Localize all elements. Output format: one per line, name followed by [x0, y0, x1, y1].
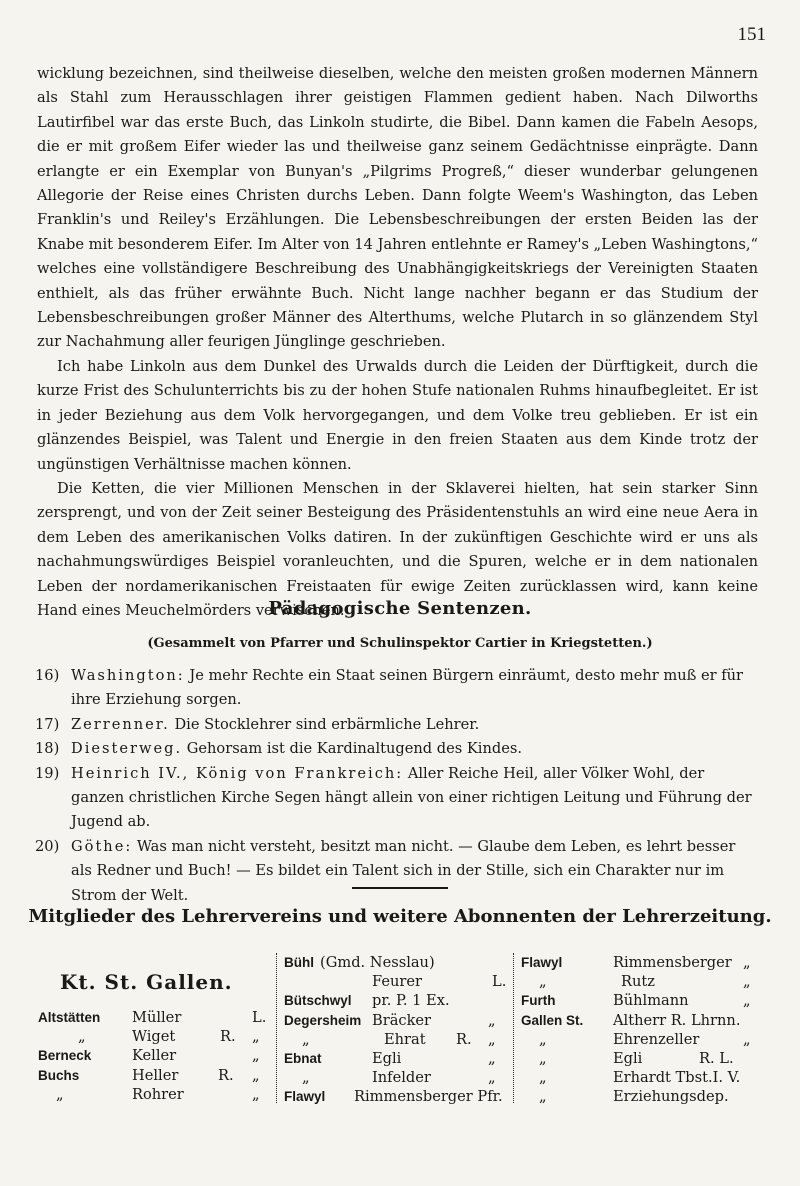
roster-name: Erhardt Tbst.I. V.	[613, 1069, 741, 1087]
roster-ditto: „	[252, 1085, 260, 1103]
roster-mark: L.	[252, 1009, 267, 1026]
roster-column	[38, 1008, 273, 1104]
roster-mark: R.	[218, 1066, 234, 1084]
roster-column	[521, 953, 766, 1107]
sentence-author: Diesterweg.	[71, 740, 183, 758]
roster-name: Bühlmann	[613, 992, 689, 1010]
roster-ditto: „	[488, 1030, 496, 1048]
roster-place: „	[302, 1069, 310, 1087]
roster-mark: L.	[492, 973, 507, 991]
roster-name: Egli	[613, 1049, 643, 1067]
roster-name: Wiget	[132, 1028, 176, 1046]
roster-place: Flawyl	[284, 1089, 326, 1105]
roster-column	[284, 953, 509, 1107]
sentence-number: 16)	[35, 667, 60, 684]
members-heading: Mitglieder des Lehrervereins und weitere Abonnenten der Lehrerzeitung.	[28, 906, 772, 927]
roster-ditto: „	[743, 992, 751, 1010]
roster-ditto: „	[252, 1028, 260, 1046]
roster-ditto: „	[743, 1030, 751, 1048]
sentence-number: 17)	[35, 715, 60, 733]
sentence-author: Heinrich IV., König von Frankreich:	[71, 764, 404, 782]
roster-row	[284, 1068, 509, 1087]
sentence-text: Gehorsam ist die Kardinaltugend des Kindes.	[186, 740, 522, 758]
roster-name: Infelder	[372, 1069, 431, 1087]
roster-name: Rimmensberger Pfr.	[354, 1088, 503, 1106]
roster-place: „	[56, 1085, 64, 1103]
roster-place: „	[78, 1028, 86, 1046]
sentence-text: Aller Reiche Heil, aller Völker Wohl, der ganzen christlichen Kirche Segen hängt allein von einer richtigen Leitung und Führung der Jugend ab.	[71, 764, 752, 831]
roster-place: Bütschwyl	[284, 993, 352, 1009]
paragraph: wicklung bezeichnen, sind theilweise dieselben, welche den meisten großen modernen Männern als Stahl zum Herausschlagen ihrer geistigen Flammen gedient haben. Nach Dilworths Lautirfibel war das erste Buch, das Linkoln studirte, die Bibel. Dann kamen die Fabeln Aesops, die er mit großem Eifer wieder las und theilweise ganz seinem Gedächtnisse einprägte. Dann erlangte er ein Exemplar von Bunyan's „Pilgrims Progreß,“ dieser wunderbar gelungenen Allegorie der Reise eines Christen durchs Leben. Dann folgte Weem's Washington, das Leben Franklin's und Reiley's Erzählungen. Die Lebensbeschreibungen der ersten Beiden las der Knabe mit besonderem Eifer. Im Alter von 14 Jahren entlehnte er Ramey's „Leben Washingtons,“ welches eine vollständigere Beschreibung des Unabhängigkeitskriegs der Vereinigten Staaten enthielt, als das früher erwähnte Buch. Nicht lange nachher begann er das Studium der Lebensbeschreibungen großer Männer des Alterthums, welche Plutarch in so glänzendem Styl zur Nachahmung aller feurigen Jünglinge geschrieben.	[37, 65, 758, 351]
roster-row	[284, 972, 509, 991]
sentence-item	[35, 664, 759, 713]
roster-ditto: „	[488, 1049, 496, 1067]
roster-name: Erziehungsdep.	[613, 1088, 729, 1106]
roster-name: Heller	[132, 1066, 179, 1084]
roster-ditto: „	[252, 1066, 260, 1084]
section-subheading: (Gesammelt von Pfarrer und Schulinspektor Cartier in Kriegstetten.)	[147, 636, 653, 651]
roster-name: Keller	[132, 1047, 177, 1065]
roster-mark: R. L.	[699, 1049, 734, 1067]
sentence-number: 19)	[35, 764, 60, 782]
roster-place: „	[539, 1030, 547, 1048]
roster-row	[521, 1068, 766, 1087]
roster-place: Ebnat	[284, 1050, 322, 1066]
roster-ditto: „	[488, 1011, 496, 1029]
roster-row	[284, 1030, 509, 1049]
roster-row	[38, 1066, 273, 1085]
roster-place: Degersheim	[284, 1012, 362, 1028]
sentence-item	[35, 835, 759, 908]
sentence-text: Was man nicht versteht, besitzt man nicht. — Glaube dem Leben, es lehrt besser als Redner und Buch! — Es bildet ein Talent sich in der Stille, sich ein Charakter nur im Strom der Welt.	[71, 837, 736, 904]
roster-row	[284, 991, 509, 1010]
members-roster	[0, 953, 800, 1106]
canton-title: Kt. St. Gallen.	[60, 970, 233, 994]
roster-row	[284, 1011, 509, 1030]
roster-mark: R.	[456, 1030, 472, 1048]
section-heading: Pädagogische Sentenzen.	[268, 598, 532, 619]
roster-name: pr. P. 1 Ex.	[372, 992, 450, 1010]
roster-ditto: „	[252, 1047, 260, 1065]
sentence-author: Washington:	[71, 667, 185, 684]
roster-name: (Gmd. Nesslau)	[320, 954, 435, 971]
paragraph: Ich habe Linkoln aus dem Dunkel des Urwalds durch die Leiden der Dürftigkeit, durch die kurze Frist des Schulunterrichts bis zu der hohen Stufe nationalen Ruhms hinaufbegleitet. Er ist in jeder Beziehung aus dem Volk hervorgegangen, und dem Volke treu geblieben. Er ist ein glänzendes Beispiel, was Talent und Energie in den freien Staaten aus dem Kinde trotz der ungünstigen Verhältnisse machen können.	[37, 357, 758, 473]
roster-name: Rimmensberger	[613, 954, 732, 971]
roster-row	[38, 1046, 273, 1065]
roster-name: Bräcker	[372, 1011, 432, 1029]
divider-rule	[352, 887, 448, 889]
roster-place: Furth	[521, 993, 556, 1009]
sentence-item	[35, 737, 759, 761]
roster-name: Rutz	[621, 973, 655, 991]
page-number: 151	[737, 24, 766, 45]
sentence-text: Je mehr Rechte ein Staat seinen Bürgern einräumt, desto mehr muß er für ihre Erziehung sorgen.	[71, 667, 744, 709]
roster-mark: R.	[220, 1028, 236, 1046]
roster-place: Berneck	[38, 1048, 92, 1064]
roster-row	[38, 1085, 273, 1104]
sentence-number: 18)	[35, 740, 60, 758]
roster-name: Feurer	[372, 973, 422, 991]
roster-name: Rohrer	[132, 1085, 184, 1103]
roster-row	[521, 991, 766, 1010]
roster-place: „	[302, 1030, 310, 1048]
roster-name: Ehrat	[384, 1030, 426, 1048]
roster-name: Altherr R. Lhrnn.	[613, 1011, 741, 1029]
roster-name: Egli	[372, 1049, 402, 1067]
roster-row	[38, 1027, 273, 1046]
roster-place: Bühl	[284, 955, 314, 970]
roster-ditto: „	[488, 1069, 496, 1087]
paragraph: Die Ketten, die vier Millionen Menschen in der Sklaverei hielten, hat sein starker Sinn zersprengt, und von der Zeit seiner Besteigung des Präsidentenstuhls an wird eine neue Aera in dem Leben des amerikanischen Volks datiren. In der zukünftigen Geschichte wird er uns als nachahmungswürdiges Beispiel voranleuchten, und die Spuren, welche er in dem nationalen Leben der nordamerikanischen Freistaaten für ewige Zeiten zurücklassen wird, kann keine Hand eines Meuchelmörders verwischen.	[37, 479, 758, 619]
roster-place: Altstätten	[38, 1010, 101, 1025]
roster-name: Ehrenzeller	[613, 1030, 700, 1048]
roster-row	[284, 1087, 509, 1106]
roster-ditto: „	[743, 973, 751, 991]
sentence-number: 20)	[35, 837, 60, 855]
roster-row	[38, 1008, 273, 1027]
roster-place: „	[539, 1049, 547, 1067]
roster-row	[521, 1030, 766, 1049]
roster-place: „	[539, 973, 547, 991]
roster-row	[284, 953, 509, 972]
sentence-text: Die Stocklehrer sind erbärmliche Lehrer.	[174, 715, 480, 733]
sentence-item	[35, 762, 759, 835]
sentence-author: Zerrenner.	[71, 715, 170, 733]
roster-place: Buchs	[38, 1067, 80, 1083]
roster-place: Gallen St.	[521, 1012, 584, 1028]
roster-place: Flawyl	[521, 955, 563, 970]
roster-row	[284, 1049, 509, 1068]
sentences-list	[35, 664, 759, 908]
sentence-author: Göthe:	[71, 837, 133, 855]
roster-row	[521, 953, 766, 972]
roster-row	[521, 1087, 766, 1106]
roster-place: „	[539, 1088, 547, 1106]
roster-row	[521, 1049, 766, 1068]
sentence-item	[35, 713, 759, 737]
roster-place: „	[539, 1069, 547, 1087]
roster-ditto: „	[743, 954, 751, 971]
roster-row	[521, 1011, 766, 1030]
roster-name: Müller	[132, 1009, 182, 1026]
roster-row	[521, 972, 766, 991]
body-text	[37, 62, 758, 623]
